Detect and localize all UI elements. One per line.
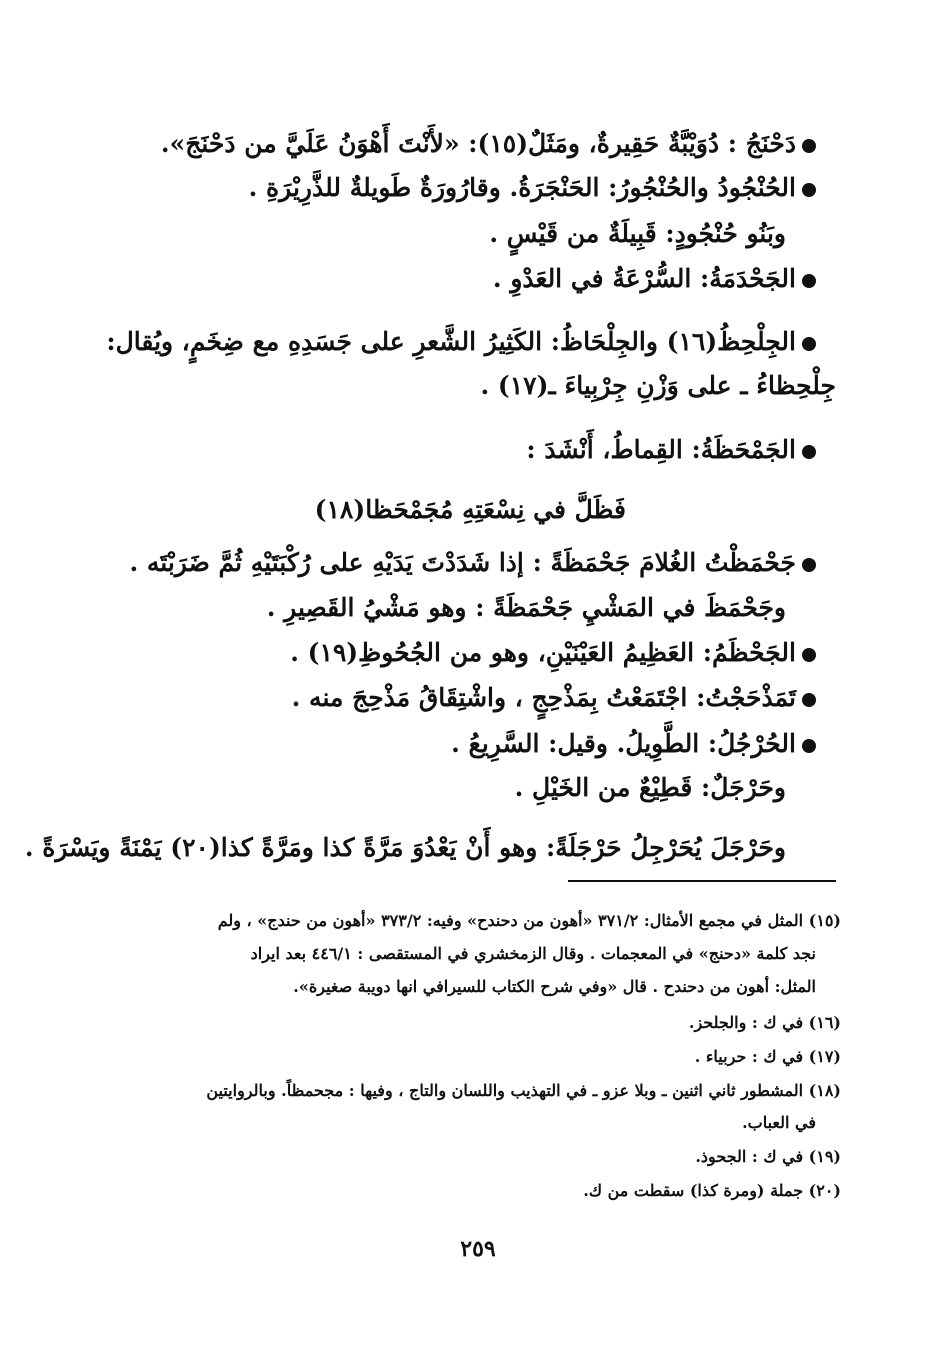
footnote-15-cont2: المثل: أهون من دحندح . قال «وفي شرح الكتاب للسيرافي انها دويبة صغيرة».	[293, 977, 816, 996]
verse-text: فَظَلَّ في نِسْعَتِهِ مُجَمْحَظا(١٨)	[314, 495, 626, 524]
bullet-icon	[802, 337, 816, 351]
footnote-divider	[568, 880, 836, 882]
entry-text: الجَحْدَمَةُ: السُّرْعَةُ في العَدْوِ .	[492, 264, 796, 293]
poetry-verse	[315, 492, 626, 528]
entry-jamhaza	[526, 432, 816, 468]
entry-jilhiz	[106, 324, 816, 360]
bullet-icon	[802, 139, 816, 153]
entry-tamadhhajt	[292, 680, 816, 716]
bullet-icon	[802, 693, 816, 707]
entry-hurjul	[451, 726, 816, 762]
entry-jahmazt	[129, 545, 816, 581]
entry-text: وحَرْجَلَ يُحَرْجِلُ حَرْجَلَةً: وهو أَنْ يَعْدُوَ مَرَّةً كذا ومَرَّةً كذا(٢٠) يَمْنَةً ويَسْرَةً .	[24, 833, 786, 862]
entry-text: الجِلْحِظُ(١٦) والجِلْحَاظُ: الكَثِيرُ الشَّعرِ على جَسَدِهِ مع ضِخَمٍ، ويُقال:	[106, 327, 796, 356]
bullet-icon	[802, 183, 816, 197]
footnote-15-cont: نجد كلمة «دحنج» في المعجمات . وقال الزمخشري في المستقصى : ٤٤٦/١ بعد ايراد	[250, 944, 816, 963]
entry-text: وبَنُو حُنْجُودٍ: قَبِيلَةٌ من قَيْسٍ .	[489, 219, 786, 248]
entry-text: دَحْنَجُ : دُوَيْبَّةٌ حَقِيرةٌ، ومَثَلٌ(١٥): «لأَنْتَ أَهْوَنُ عَلَيَّ من دَحْنَجَ».	[160, 129, 796, 158]
entry-text: جِلْحِظاءُ ـ على وَزْنِ جِرْبِياءَ ـ(١٧) .	[480, 371, 836, 400]
footnote-20: (٢٠) جملة (ومرة كذا) سقطت من ك.	[583, 1181, 841, 1200]
entry-text: تَمَذْحَجْتُ: اجْتَمَعْتُ بِمَذْحِجٍ ، واشْتِقَاقُ مَذْحِجَ منه .	[291, 683, 796, 712]
entry-dahnaj	[161, 126, 816, 162]
entry-harjal	[515, 770, 786, 806]
entry-text: الجَمْحَظَةُ: القِماطُ، أَنْشَدَ :	[526, 435, 796, 464]
page-number: ٢٥٩	[460, 1236, 496, 1262]
entry-jahzam	[290, 635, 816, 671]
footnote-16: (١٦) في ك : والجلحز.	[688, 1013, 841, 1032]
entry-hunjud	[249, 170, 816, 206]
entry-text: وحَرْجَلٌ: قَطِيْعٌ من الخَيْلِ .	[514, 773, 786, 802]
footnote-19: (١٩) في ك : الجحوذ.	[695, 1147, 841, 1166]
bullet-icon	[802, 445, 816, 459]
entry-text: جَحْمَظْتُ الغُلامَ جَحْمَظَةً : إذا شَدَدْتَ يَدَيْهِ على رُكْبَتَيْهِ ثُمَّ ضَرَبْتَه .	[129, 548, 796, 577]
entry-harjala	[25, 830, 786, 866]
entry-text: وجَحْمَظَ في المَشْيِ جَحْمَظَةً : وهو مَشْيُ القَصِيرِ .	[266, 593, 786, 622]
bullet-icon	[802, 274, 816, 288]
footnote-18-cont: في العباب.	[742, 1113, 816, 1132]
entry-jahmaza-walk	[267, 590, 786, 626]
footnote-15: (١٥) المثل في مجمع الأمثال: ٣٧١/٢ «أهون من دحندح» وفيه: ٣٧٣/٢ «أهون من حندج» ، ولم	[217, 911, 841, 930]
footnote-17: (١٧) في ك : حربياء .	[694, 1047, 841, 1066]
entry-banu-hunjud	[489, 216, 786, 252]
entry-text: الحُرْجُلُ: الطَّوِيلُ. وقيل: السَّرِيعُ .	[451, 729, 796, 758]
footnote-18: (١٨) المشطور ثاني اثنين ـ وبلا عزو ـ في التهذيب واللسان والتاج ، وفيها : مجحمظاً. وبالروايتين	[206, 1081, 841, 1100]
entry-text: الجَحْظَمُ: العَظِيمُ العَيْنَيْنِ، وهو من الجُحُوظِ(١٩) .	[290, 638, 796, 667]
entry-jilhiza	[480, 368, 836, 404]
bullet-icon	[802, 739, 816, 753]
entry-text: الحُنْجُودُ والحُنْجُورُ: الحَنْجَرَةُ. وقارُورَةٌ طَويلةٌ للذَّرِيْرَةِ .	[248, 173, 796, 202]
entry-jahdama	[493, 261, 816, 297]
bullet-icon	[802, 648, 816, 662]
bullet-icon	[802, 558, 816, 572]
